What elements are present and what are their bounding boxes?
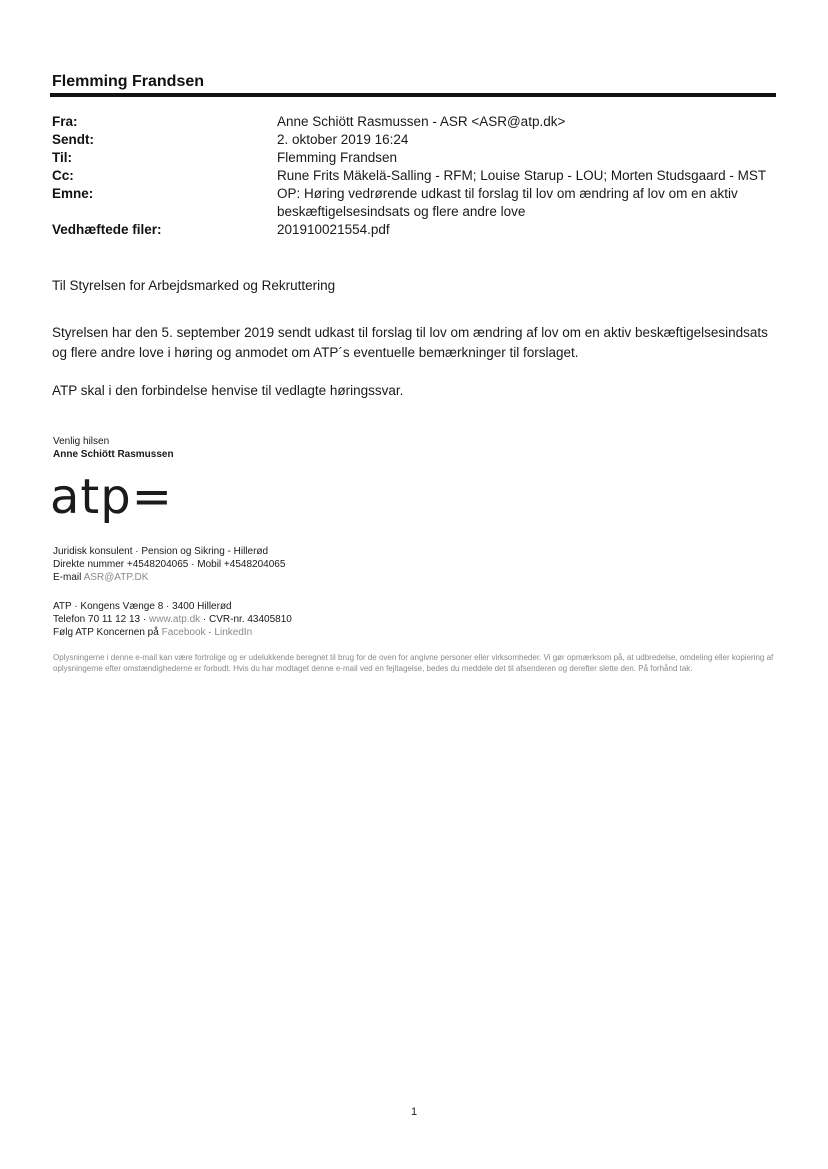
header-label: Fra: <box>52 114 78 129</box>
follow-line <box>53 626 292 639</box>
phone-line: Direkte nummer +4548204065 · Mobil +4548204065 <box>53 559 286 570</box>
header-value: OP: Høring vedrørende udkast til forslag til lov om ændring af lov om en aktiv beskæftigelsesindsats og flere andre love <box>277 186 738 219</box>
signature-closing: Venlig hilsen <box>53 436 110 447</box>
header-label: Emne: <box>52 186 94 201</box>
body-paragraph: ATP skal i den forbindelse henvise til vedlagte høringssvar. <box>52 383 404 398</box>
heading-rule <box>50 93 776 97</box>
telefon-label: Telefon 70 11 12 13 · <box>53 614 147 625</box>
header-label: Til: <box>52 150 72 165</box>
website-link[interactable]: www.atp.dk <box>149 614 201 625</box>
header-label: Vedhæftede filer: <box>52 222 162 237</box>
role-line: Juridisk konsulent · Pension og Sikring - Hillerød <box>53 546 269 557</box>
facebook-link[interactable]: Facebook <box>161 627 206 638</box>
email-line <box>53 571 285 584</box>
header-value: 2. oktober 2019 16:24 <box>277 132 409 147</box>
header-label: Cc: <box>52 168 74 183</box>
header-value: Rune Frits Mäkelä-Salling - RFM; Louise Starup - LOU; Morten Studsgaard - MST <box>277 168 767 183</box>
header-value: Flemming Frandsen <box>277 150 398 165</box>
link-separator: · <box>208 627 212 638</box>
sender-heading: Flemming Frandsen <box>52 73 205 90</box>
body-paragraph: Styrelsen har den 5. september 2019 sendt udkast til forslag til lov om ændring af lov om en aktiv beskæftigelsesindsats og flere andre love i høring og anmodet om ATP´s eventuelle bemærkninger til forslaget. <box>52 325 768 360</box>
greeting: Til Styrelsen for Arbejdsmarked og Rekruttering <box>52 278 336 293</box>
address-line: ATP · Kongens Vænge 8 · 3400 Hillerød <box>53 601 232 612</box>
email-link[interactable]: ASR@ATP.DK <box>83 572 149 583</box>
company-block <box>53 600 292 639</box>
header-row-from <box>52 113 772 131</box>
page-number: 1 <box>410 1106 418 1118</box>
header-row-attachments <box>52 221 772 239</box>
header-row-subject <box>52 185 772 221</box>
contact-block <box>53 545 285 584</box>
email-label: E-mail <box>53 572 82 583</box>
attachment-filename: 201910021554.pdf <box>277 222 390 237</box>
linkedin-link[interactable]: LinkedIn <box>214 627 253 638</box>
atp-logo: atp= <box>50 469 173 525</box>
telefon-line <box>53 613 292 626</box>
header-label: Sendt: <box>52 132 94 147</box>
disclaimer: Oplysningerne i denne e-mail kan være fortrolige og er udelukkende beregnet til brug for de oven for angivne personer eller virksomheder. Vi gør opmærksom på, at udbredelse, omdeling eller kopiering af oplysningerne efter omstændighederne er forbudt. Hvis du har modtaget denne e-mail ved en fejltagelse, bedes du meddele det til afsenderen og derefter slette den. På forhånd tak. <box>53 653 774 673</box>
header-value: Anne Schiött Rasmussen - ASR <ASR@atp.dk> <box>277 114 566 129</box>
signature-block <box>53 435 174 461</box>
signature-name: Anne Schiött Rasmussen <box>53 449 174 460</box>
header-row-cc <box>52 167 772 185</box>
header-row-to <box>52 149 772 167</box>
cvr-number: · CVR-nr. 43405810 <box>202 614 292 625</box>
header-row-sent <box>52 131 772 149</box>
follow-label: Følg ATP Koncernen på <box>53 627 159 638</box>
email-header-table <box>52 113 772 239</box>
